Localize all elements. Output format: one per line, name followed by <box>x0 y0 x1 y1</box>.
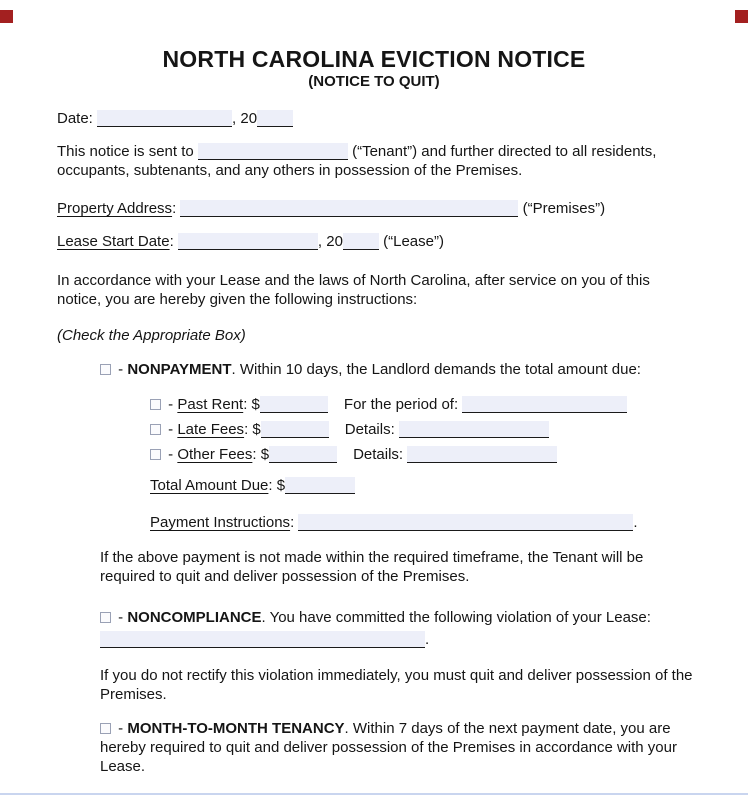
nonpayment-dash: - <box>118 361 124 378</box>
lease-year-field[interactable] <box>343 233 379 250</box>
date-line <box>57 109 691 128</box>
red-corner-mark-left <box>0 10 13 23</box>
lease-year-prefix: , 20 <box>317 233 343 250</box>
nonpayment-title: NONPAYMENT <box>127 361 232 378</box>
intro-paragraph <box>57 142 693 180</box>
checkbox-other-fees[interactable] <box>150 449 161 460</box>
property-address-label: Property Address <box>57 200 173 217</box>
past-rent-period-field[interactable] <box>462 396 627 413</box>
total-amount-due-line <box>150 476 691 495</box>
month-to-month-option <box>100 719 697 776</box>
past-rent-label: Past Rent <box>177 396 244 413</box>
nonpayment-option <box>100 360 697 379</box>
other-fees-amount-prefix: : $ <box>252 446 270 463</box>
page-subtitle: (NOTICE TO QUIT) <box>308 73 440 90</box>
payment-instructions-field[interactable] <box>298 514 633 531</box>
checkbox-late-fees[interactable] <box>150 424 161 435</box>
noncompliance-dash: - <box>118 609 124 626</box>
total-amount-due-field[interactable] <box>285 477 355 494</box>
noncompliance-text: . You have committed the following violation of your Lease: <box>261 609 651 626</box>
intro-rest: (“Tenant”) and further directed to all residents, occupants, subtenants, and any others in possession of the Premises. <box>57 143 657 179</box>
premises-suffix: (“Premises”) <box>522 200 606 217</box>
total-amount-prefix: : $ <box>268 477 286 494</box>
property-address-line <box>57 199 691 218</box>
past-rent-period-label: For the period of: <box>343 396 459 413</box>
other-fees-details-field[interactable] <box>407 446 557 463</box>
checkbox-nonpayment[interactable] <box>100 364 111 375</box>
other-fees-amount-field[interactable] <box>269 446 337 463</box>
month-to-month-title: MONTH-TO-MONTH TENANCY <box>127 720 345 737</box>
month-to-month-text: . Within 7 days of the next payment date, you are hereby required to quit and deliver possession of the Premises in accordance with your Lease. <box>100 720 677 775</box>
fee-rows <box>150 392 691 467</box>
past-rent-amount-prefix: : $ <box>243 396 260 413</box>
tenant-name-field[interactable] <box>198 143 348 160</box>
date-label: Date: <box>57 110 93 127</box>
row-dash: - <box>168 446 174 463</box>
violation-details-field[interactable] <box>100 631 425 648</box>
page-title: NORTH CAROLINA EVICTION NOTICE <box>162 46 586 72</box>
nonpayment-text: . Within 10 days, the Landlord demands the total amount due: <box>231 361 641 378</box>
payment-instructions-label: Payment Instructions <box>150 514 291 531</box>
past-rent-amount-field[interactable] <box>260 396 328 413</box>
date-year-field[interactable] <box>257 110 293 127</box>
date-year-prefix: , 20 <box>232 110 258 127</box>
late-fees-row <box>150 417 691 442</box>
lease-suffix: (“Lease”) <box>383 233 444 250</box>
noncompliance-title: NONCOMPLIANCE <box>127 609 262 626</box>
property-address-colon: : <box>172 200 177 217</box>
late-fees-details-field[interactable] <box>399 421 549 438</box>
other-fees-label: Other Fees <box>177 446 253 463</box>
lease-start-date-line <box>57 232 691 251</box>
lease-start-date-colon: : <box>169 233 174 250</box>
total-amount-due-label: Total Amount Due <box>150 477 269 494</box>
noncompliance-footer-paragraph: If you do not rectify this violation immediately, you must quit and deliver possession of the Premises. <box>100 667 693 703</box>
document-content <box>0 46 748 776</box>
lease-start-date-field[interactable] <box>178 233 318 250</box>
property-address-field[interactable] <box>180 200 518 217</box>
other-fees-details-label: Details: <box>353 446 404 463</box>
noncompliance-option <box>100 608 697 627</box>
other-fees-row <box>150 442 691 467</box>
checkbox-month-to-month[interactable] <box>100 723 111 734</box>
row-dash: - <box>168 421 174 438</box>
past-rent-row <box>150 392 691 417</box>
late-fees-label: Late Fees <box>177 421 245 438</box>
checkbox-past-rent[interactable] <box>150 399 161 410</box>
checkbox-noncompliance[interactable] <box>100 612 111 623</box>
check-appropriate-box-note: (Check the Appropriate Box) <box>57 327 246 344</box>
row-dash: - <box>168 396 174 413</box>
late-fees-details-label: Details: <box>344 421 395 438</box>
intro-lead: This notice is sent to <box>57 143 194 160</box>
instructions-paragraph: In accordance with your Lease and the laws of North Carolina, after service on you of this notice, you are hereby given the following instructions: <box>57 272 650 308</box>
red-corner-mark-right <box>735 10 748 23</box>
payment-instructions-line <box>150 513 691 532</box>
late-fees-amount-field[interactable] <box>261 421 329 438</box>
payment-instructions-colon: : <box>290 514 295 531</box>
payment-instructions-period: . <box>633 514 638 531</box>
month-to-month-dash: - <box>118 720 124 737</box>
late-fees-amount-prefix: : $ <box>244 421 261 438</box>
violation-line <box>100 630 697 649</box>
violation-period: . <box>425 631 430 648</box>
lease-start-date-label: Lease Start Date <box>57 233 170 250</box>
date-field[interactable] <box>97 110 232 127</box>
nonpayment-footer-paragraph: If the above payment is not made within the required timeframe, the Tenant will be required to quit and deliver possession of the Premises. <box>100 549 644 585</box>
